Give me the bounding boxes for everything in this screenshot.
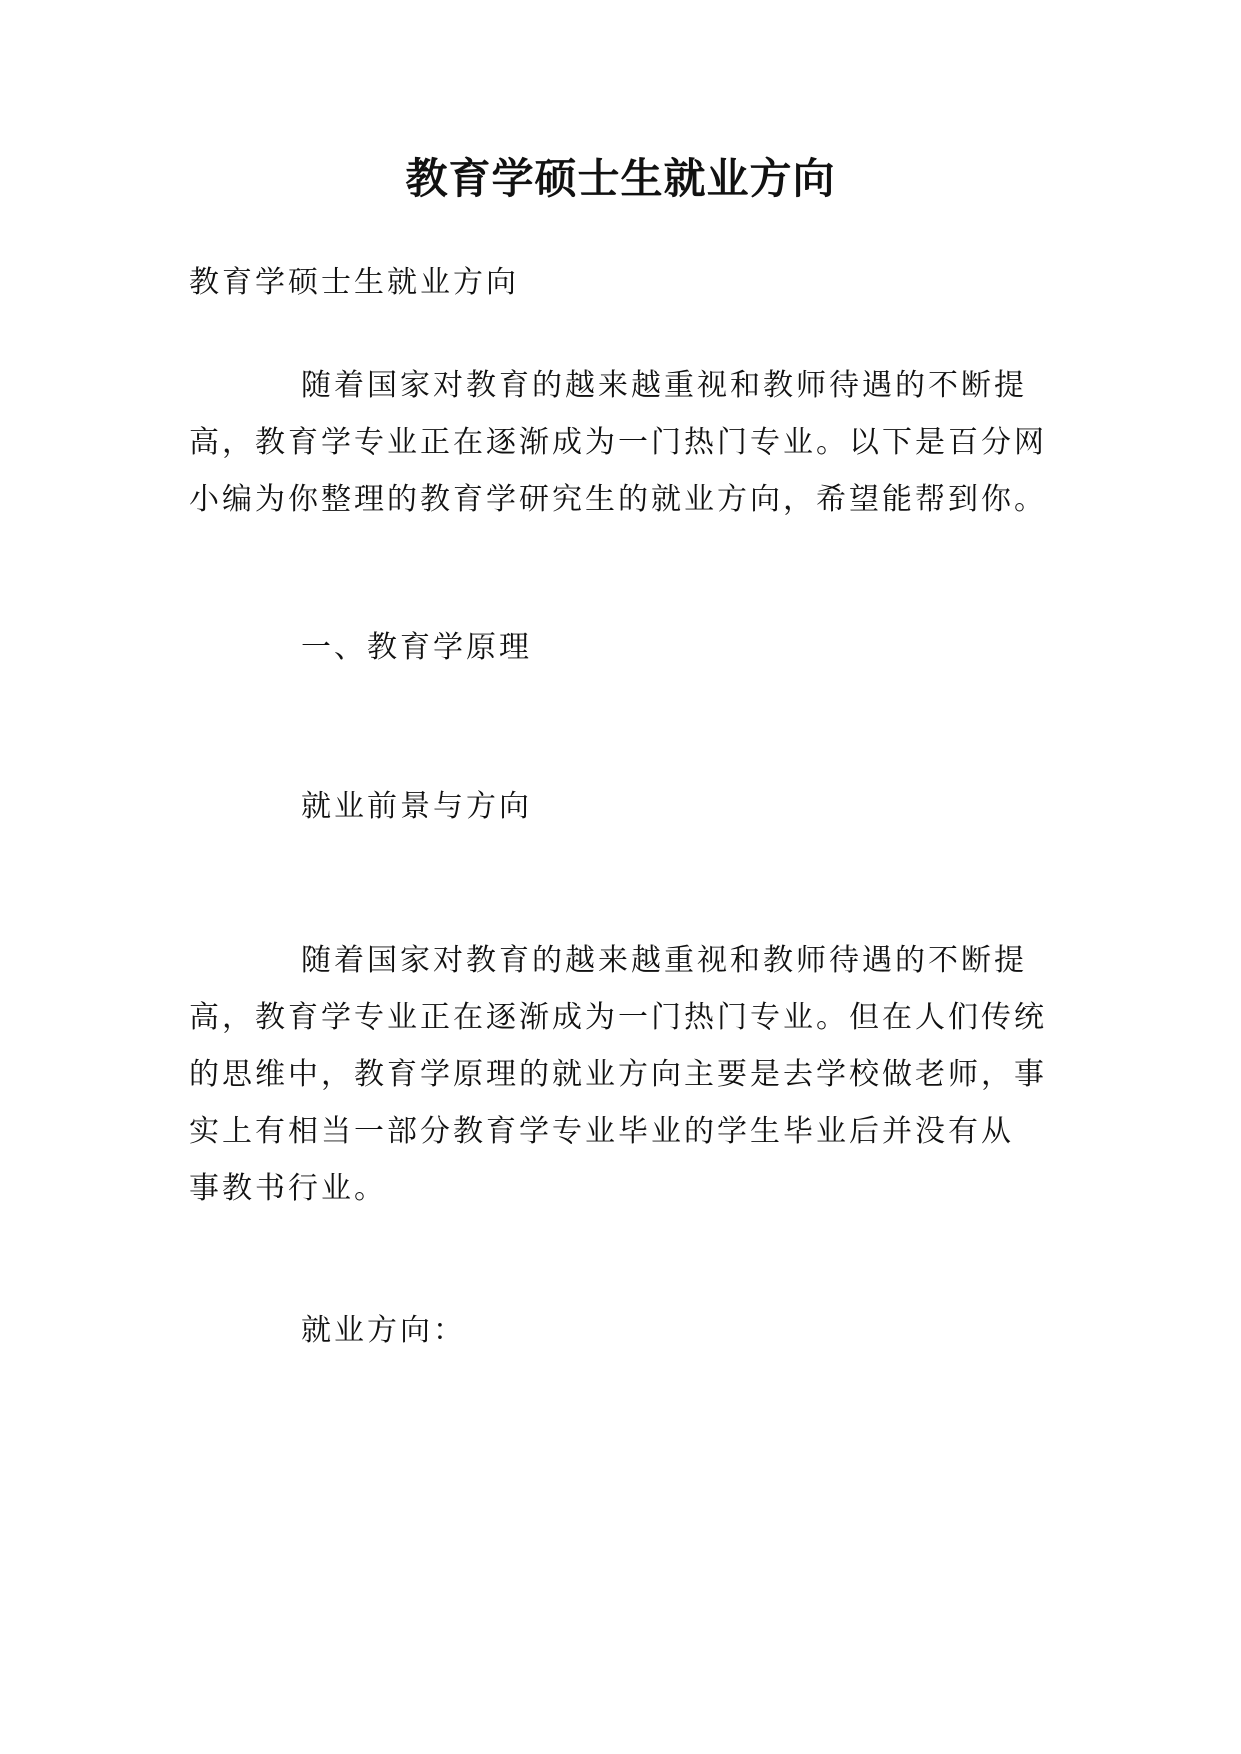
- body-line: 高，教育学专业正在逐渐成为一门热门专业。但在人们传统: [189, 1000, 1047, 1035]
- directions-label-text: 就业方向：: [301, 1313, 466, 1348]
- body-line: 实上有相当一部分教育学专业毕业的学生毕业后并没有从: [189, 1114, 1014, 1149]
- document-subtitle: [189, 254, 1063, 311]
- body-paragraph: [189, 932, 1063, 1217]
- intro-line: 小编为你整理的教育学研究生的就业方向，希望能帮到你。: [189, 482, 1047, 517]
- section-heading-text: 一、教育学原理: [301, 630, 532, 665]
- subtitle-text: 教育学硕士生就业方向: [189, 265, 519, 300]
- subheading: [189, 778, 1063, 835]
- section-heading: [189, 619, 1063, 676]
- body-line: 事教书行业。: [189, 1171, 387, 1206]
- document-title: 教育学硕士生就业方向: [405, 154, 836, 203]
- subheading-text: 就业前景与方向: [301, 789, 532, 824]
- intro-line: 高，教育学专业正在逐渐成为一门热门专业。以下是百分网: [189, 425, 1047, 460]
- body-line: 随着国家对教育的越来越重视和教师待遇的不断提: [301, 943, 1027, 978]
- intro-line: 随着国家对教育的越来越重视和教师待遇的不断提: [301, 368, 1027, 403]
- intro-paragraph: [189, 357, 1063, 528]
- directions-label: [189, 1302, 1063, 1359]
- body-line: 的思维中，教育学原理的就业方向主要是去学校做老师，事: [189, 1057, 1047, 1092]
